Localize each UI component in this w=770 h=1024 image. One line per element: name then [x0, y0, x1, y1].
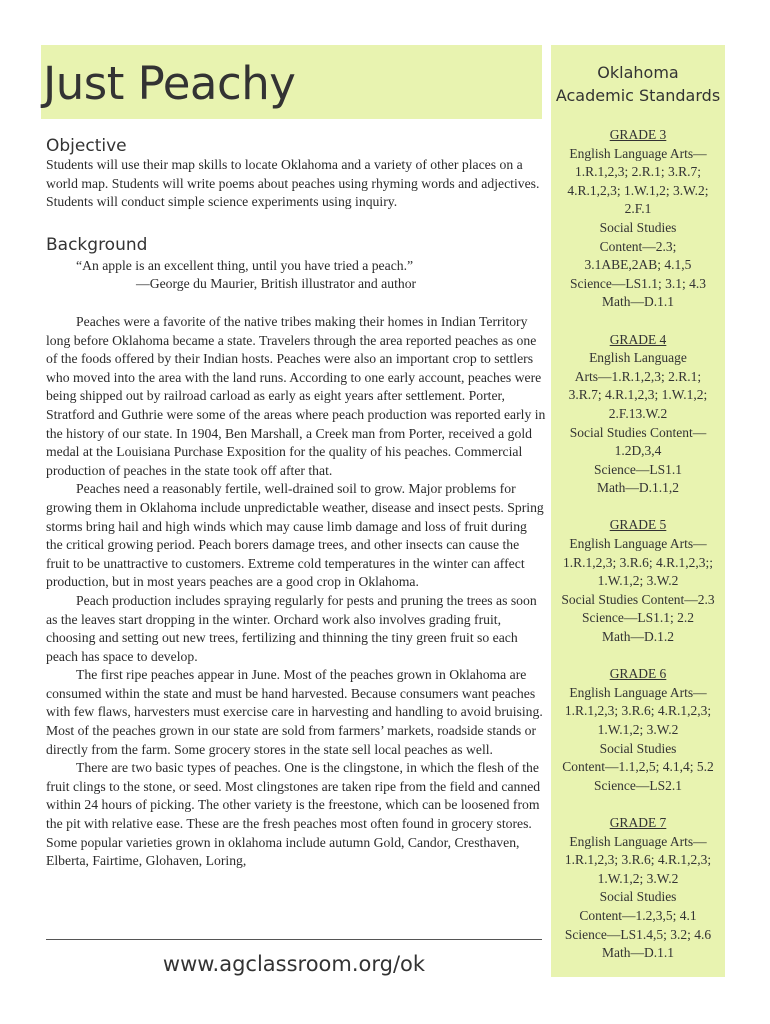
- background-paragraph: Peaches need a reasonably fertile, well-drained soil to grow. Major problems for growing them in Oklahoma include unpredictable weather, disease and insect pests. Spring storms bring hail and high winds which may cause limb damage and loss of fruit during the critical growing period. Peach borers damage trees, and other insects can cause the fruit to be unattractive to customers. Extreme cold temperatures in the winter can affect production, but in most years peaches are a good crop in Oklahoma.: [46, 481, 544, 590]
- standard-line: Arts—1.R.1,2,3; 2.R.1;: [574, 368, 702, 384]
- standard-line: 1.R.1,2,3; 3.R.6; 4.R.1,2,3;: [564, 852, 712, 868]
- standard-line: English Language Arts—: [569, 833, 707, 849]
- standard-line: Math—D.1.1,2: [596, 480, 680, 496]
- standard-line: Science—LS1.1; 2.2: [581, 610, 695, 626]
- standard-line: Science—LS1.4,5; 3.2; 4.6: [564, 926, 712, 942]
- quote: “An apple is an excellent thing, until you have tried a peach.”: [76, 258, 414, 273]
- standard-line: 3.R.7; 4.R.1,2,3; 1.W.1,2;: [568, 387, 708, 403]
- background-paragraph: The first ripe peaches appear in June. Most of the peaches grown in Oklahoma are consumed within the state and must be hand harvested. Because consumers want peaches with few flaws, harvesters must exercise care in harvesting and handling to avoid bruising. Most of the peaches grown in our state are sold from farmers’ markets, roadside stands or directly from the farm. Some grocery stores in the state sell local peaches as well.: [46, 667, 543, 757]
- grade-title: GRADE 4: [609, 331, 667, 347]
- standard-line: Science—LS2.1: [593, 777, 683, 793]
- standard-line: 4.R.1,2,3; 1.W.1,2; 3.W.2;: [567, 182, 709, 198]
- objective-heading: Objective: [46, 136, 127, 156]
- standard-line: English Language Arts—: [569, 145, 707, 161]
- grade-block: [551, 665, 725, 795]
- standard-line: Science—LS1.1; 3.1; 4.3: [569, 275, 707, 291]
- standard-line: Social Studies: [599, 219, 677, 235]
- background-body: [46, 313, 546, 871]
- standard-line: Social Studies Content—2.3: [561, 591, 715, 607]
- quote-attribution: —George du Maurier, British illustrator and author: [136, 276, 417, 291]
- standard-line: English Language Arts—: [569, 536, 707, 552]
- sidebar-heading: [551, 61, 725, 107]
- standard-line: Social Studies: [599, 740, 677, 756]
- standard-line: 1.2D,3,4: [614, 443, 662, 459]
- standard-line: 1.W.1,2; 3.W.2: [597, 722, 679, 737]
- background-paragraph: There are two basic types of peaches. One is the clingstone, in which the flesh of the fruit clings to the stone, or seed. Most clingstones are taken ripe from the field and canned within 24 hours of picking. The other variety is the freestone, which can be loosened from the pit with relative ease. These are the fresh peaches most often found in grocery stores. Some popular varieties grown in oklahoma include autumn Gold, Candor, Cresthaven, Elberta, Fairtime, Glohaven, Loring,: [46, 760, 541, 869]
- sidebar-heading-line2: Academic Standards: [555, 86, 721, 105]
- grade-title: GRADE 3: [609, 127, 667, 142]
- standard-line: Math—D.1.1: [602, 945, 674, 961]
- page-title: Just Peachy: [43, 57, 296, 110]
- grade-title: GRADE 6: [609, 666, 667, 682]
- standard-line: 1.R.1,2,3; 2.R.1; 3.R.7;: [574, 164, 701, 180]
- grade-title: GRADE 5: [609, 517, 667, 533]
- background-paragraph: Peach production includes spraying regularly for pests and pruning the trees as soon as the leaves start dropping in the winter. Orchard work also involves grading fruit, choosing and setting out new trees, fertilizing and thinning the tiny green fruit so each peach has space to develop.: [46, 592, 537, 664]
- grade-block: [551, 126, 725, 312]
- standard-line: 1.R.1,2,3; 3.R.6; 4.R.1,2,3;;: [562, 554, 714, 570]
- background-heading: Background: [46, 235, 148, 255]
- standard-line: 1.W.1,2; 3.W.2: [597, 870, 679, 886]
- standard-line: Social Studies Content—: [569, 424, 707, 440]
- standard-line: Social Studies: [599, 889, 677, 905]
- standard-line: Content—1.1,2,5; 4.1,4; 5.2: [562, 759, 714, 775]
- standard-line: English Language Arts—: [569, 684, 707, 700]
- standard-line: 1.R.1,2,3; 3.R.6; 4.R.1,2,3;: [564, 703, 712, 719]
- standard-line: Science—LS1.1: [593, 461, 683, 477]
- standard-line: 2.F.13.W.2: [608, 405, 668, 421]
- grade-block: [551, 814, 725, 963]
- standard-line: Math—D.1.1: [602, 294, 674, 310]
- standard-line: English Language: [589, 350, 687, 366]
- standards-list: [551, 126, 725, 981]
- footer-url-link[interactable]: www.agclassroom.org/ok: [162, 952, 426, 976]
- footer-divider: [46, 939, 542, 940]
- grade-block: [551, 516, 725, 646]
- standard-line: 3.1ABE,2AB; 4.1,5: [584, 257, 692, 273]
- standard-line: 1.W.1,2; 3.W.2: [597, 573, 679, 589]
- standard-line: 2.F.1: [624, 201, 652, 217]
- standard-line: Content—1.2,3,5; 4.1: [579, 907, 697, 923]
- background-paragraph: Peaches were a favorite of the native tribes making their homes in Indian Territory long before Oklahoma became a state. Travelers through the area reported peaches as one of the foods offered by their Indian hosts. Peaches were also an important crop to settlers who moved into the area with the land runs. According to one early account, peaches were being shipped out by railroad carload as early as eight years after settlement. Porter, Stratford and Guthrie were some of the areas where peach production was reported early in the history of our state. In 1904, Ben Marshall, a Creek man from Porter, received a gold medal at the Louisiana Purchase Exposition for the quality of his peaches. Commercial production of peaches in the state took off after that.: [46, 314, 546, 478]
- sidebar-heading-line1: Oklahoma: [597, 63, 679, 82]
- grade-title: GRADE 7: [609, 814, 667, 830]
- grade-block: [551, 331, 725, 498]
- standard-line: Content—2.3;: [599, 238, 677, 254]
- standard-line: Math—D.1.2: [602, 629, 674, 645]
- objective-text: Students will use their map skills to locate Oklahoma and a variety of other places on a world map. Students will write poems about peaches using rhyming words and adjectives. Students will conduct simple science experiments using inquiry.: [46, 157, 540, 210]
